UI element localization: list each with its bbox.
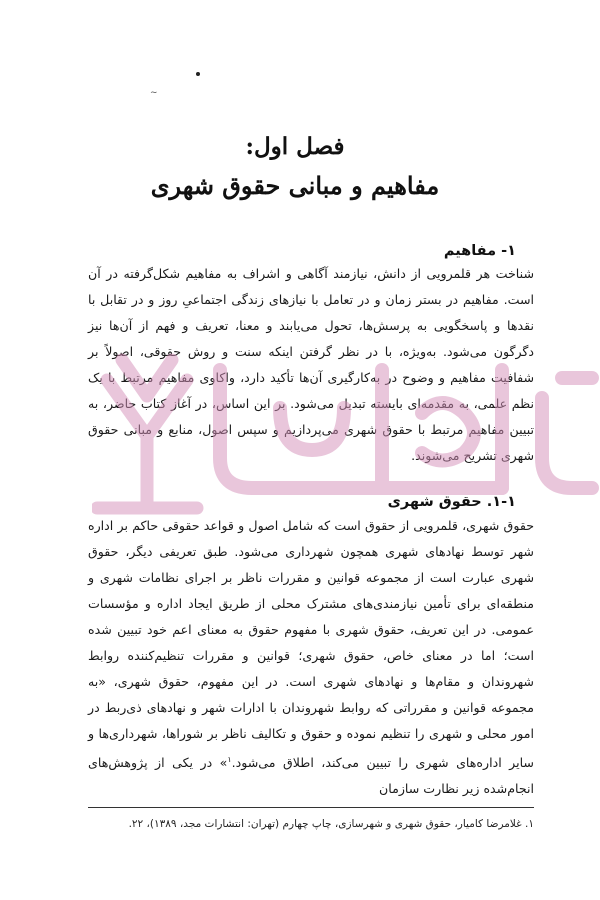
footnote-marker: ۱ (227, 755, 232, 764)
paragraph-urban-law-body: حقوق شهری، قلمرویی از حقوق است که شامل اصول و قواعد حقوقی حاکم بر اداره شهر توسط نهادهای شهری همچون شهرداری می‌شود. طبق تعریفی دیگر، حقوق شهری عبارت است از مجموعه قوانین و مقررات ناظر بر اجرای نظامات شهری و منطقه‌ای برای تأمین نیازمندی‌های مشترک محلی از طریق ایجاد اداره و مؤسسات عمومی. در این تعریف، حقوق شهری با مفهوم حقوق به معنای اعم خود تبیین شده است؛ اما در معنای خاص، حقوق شهری؛ قوانین و مقررات تنظیم‌کننده روابط شهروندان و مقام‌ها و نهادهای شهری است. در این مفهوم، حقوق شهری، «به مجموعه قوانین و مقرراتی که روابط شهروندان با ادارات شهر و نهادهای ذی‌ربط در امور محلی و شهری را تنظیم نموده و حقوق و تکالیف ناظر بر شوراها، شهرداری‌ها و سایر اداره‌های شهری را تبیین می‌کند، اطلاق می‌شود. (88, 518, 534, 771)
watermark-script (220, 370, 592, 488)
watermark-logo (92, 338, 600, 538)
chapter-name: مفاهیم و مبانی حقوق شهری (150, 171, 440, 200)
section-heading-urban-law: ۱-۱. حقوق شهری (387, 494, 516, 510)
paragraph-urban-law-tail: » در یکی از پژوهش‌های انجام‌شده زیر نظارت سازمان (88, 755, 534, 797)
footnote-divider (88, 807, 534, 808)
section-heading-concepts: ۱- مفاهیم (443, 243, 516, 259)
scan-mark: ~ (150, 88, 158, 98)
footnote: ۱. غلامرضا کامیار، حقوق شهری و شهرسازی، چاپ چهارم (تهران: انتشارات مجد، ۱۳۸۹)، ۲۲. (128, 818, 534, 830)
chapter-number: فصل اول: (245, 133, 345, 160)
ink-speck (196, 72, 200, 76)
watermark-emblem (97, 360, 197, 508)
paragraph-urban-law (88, 513, 534, 802)
chapter-title (60, 128, 530, 206)
paragraph-concepts: شناخت هر قلمرویی از دانش، نیازمند آگاهی و اشراف به مفاهیم شکل‌گرفته در آن است. مفاهیم در بستر زمان و در تعامل با نیازهای زندگی اجتماعیِ روز و در تقابل با نقدها و پاسخگویی به پرسش‌ها، تحول می‌یابند و معنا، تعریف و فهم از آن‌ها نیز دگرگون می‌شود. به‌ویژه، با در نظر گرفتن اینکه سنت و روش حقوقی، اصولاً بر شفافیت مفاهیم و وضوح در به‌کارگیری آن‌ها تأکید دارد، واکاوی مفاهیم مرتبط با یک نظم علمی، به مقدمه‌ای بایسته تبدیل می‌شود. بر این اساس، در آغاز کتاب حاضر، به تبیین مفاهیم مرتبط با حقوق شهری می‌پردازیم و سپس اصول، منابع و مبانی حقوق شهری تشریح می‌شوند. (88, 266, 534, 463)
